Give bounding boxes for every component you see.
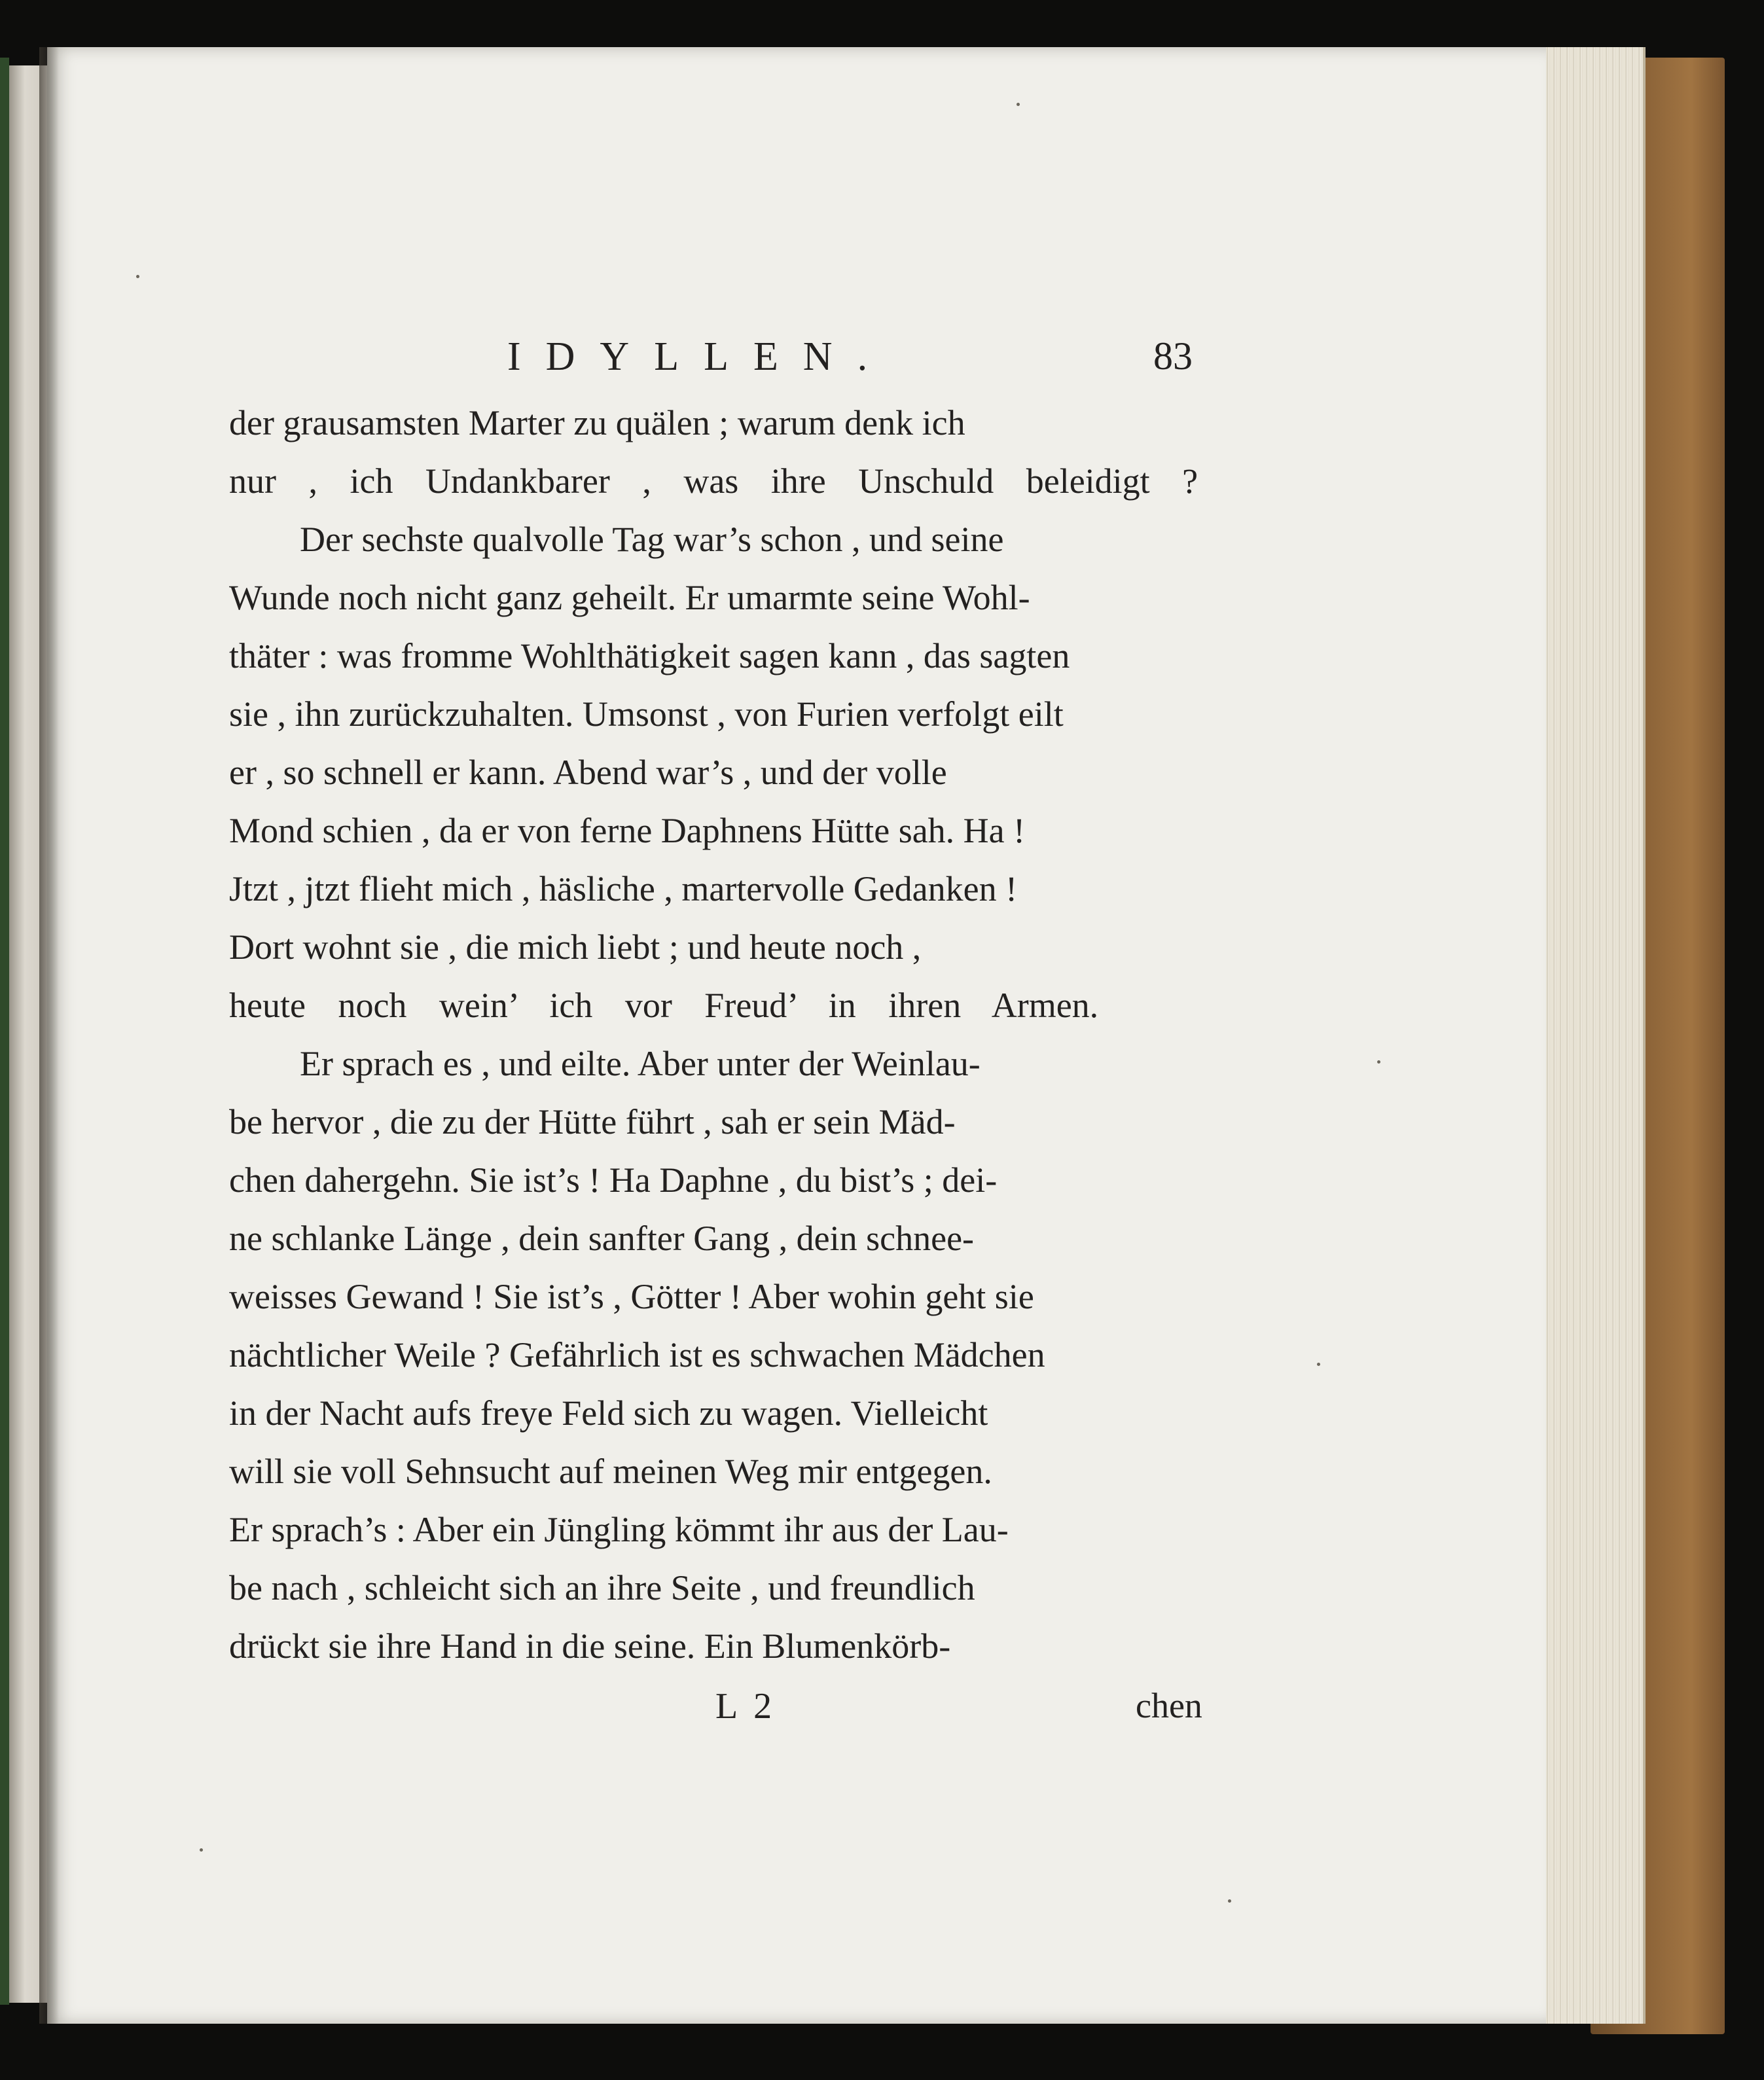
paper-speck xyxy=(1317,1363,1320,1366)
text-line: nur , ich Undankbarer , was ihre Unschuld beleidigt ? xyxy=(229,461,1198,501)
text-line: will sie voll Sehnsucht auf meinen Weg mir entgegen. xyxy=(229,1452,992,1491)
text-line: weisses Gewand ! Sie ist’s , Götter ! Aber wohin geht sie xyxy=(229,1277,1034,1316)
gutter-shadow xyxy=(39,47,59,2024)
text-line: sie , ihn zurückzuhalten. Umsonst , von Furien verfolgt eilt xyxy=(229,694,1064,734)
text-line: Mond schien , da er von ferne Daphnens Hütte sah. Ha ! xyxy=(229,811,1026,850)
text-line: Dort wohnt sie , die mich liebt ; und heute noch , xyxy=(229,927,922,967)
text-line: Jtzt , jtzt flieht mich , häsliche , martervolle Gedanken ! xyxy=(229,869,1018,908)
paper-speck xyxy=(1228,1899,1231,1903)
paper-speck xyxy=(1377,1060,1380,1064)
running-title: IDYLLEN. xyxy=(507,334,893,379)
page-number: 83 xyxy=(1153,334,1193,378)
text-line: be nach , schleicht sich an ihre Seite , und freundlich xyxy=(229,1568,975,1607)
text-line: thäter : was fromme Wohlthätigkeit sagen kann , das sagten xyxy=(229,636,1070,675)
text-line: Er sprach es , und eilte. Aber unter der Weinlau- xyxy=(300,1044,981,1083)
paper-speck xyxy=(136,275,139,278)
text-line: Wunde noch nicht ganz geheilt. Er umarmte seine Wohl- xyxy=(229,578,1030,617)
paper-speck xyxy=(1017,103,1020,106)
text-line: nächtlicher Weile ? Gefährlich ist es schwachen Mädchen xyxy=(229,1335,1045,1374)
text-line: Er sprach’s : Aber ein Jüngling kömmt ihr aus der Lau- xyxy=(229,1510,1009,1549)
signature-mark: L 2 xyxy=(715,1686,776,1727)
text-line: er , so schnell er kann. Abend war’s , und der volle xyxy=(229,753,947,792)
left-cover-edge xyxy=(0,58,9,2005)
text-line: in der Nacht aufs freye Feld sich zu wagen. Vielleicht xyxy=(229,1393,988,1433)
catchword: chen xyxy=(1136,1686,1202,1725)
text-line: be hervor , die zu der Hütte führt , sah er sein Mäd- xyxy=(229,1102,956,1141)
text-line: ne schlanke Länge , dein sanfter Gang , dein schnee- xyxy=(229,1219,975,1258)
text-line: drückt sie ihre Hand in die seine. Ein Blumenkörb- xyxy=(229,1626,951,1666)
text-line: der grausamsten Marter zu quälen ; warum denk ich xyxy=(229,403,965,442)
text-line: heute noch wein’ ich vor Freud’ in ihren Armen. xyxy=(229,986,1099,1025)
text-line: Der sechste qualvolle Tag war’s schon , und seine xyxy=(300,520,1004,559)
text-line: chen dahergehn. Sie ist’s ! Ha Daphne , du bist’s ; dei- xyxy=(229,1160,998,1200)
paper-speck xyxy=(200,1848,203,1852)
body-text xyxy=(229,394,1204,1676)
page-edges xyxy=(1537,47,1646,2024)
